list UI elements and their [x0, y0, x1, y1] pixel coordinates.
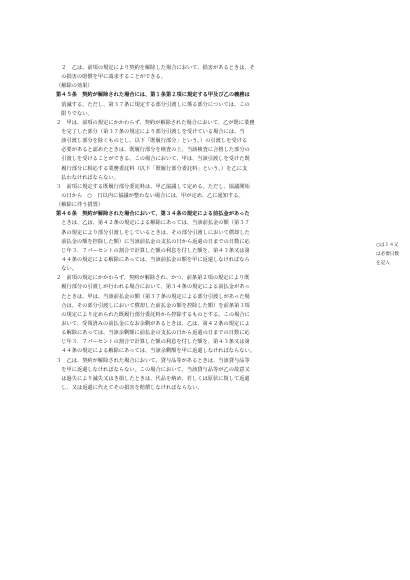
text-line: 前払金の額を控除した額）に当該前払金の支払の日から返還の日までの日数に応 — [56, 238, 250, 245]
text-line: 第４６条 契約が解除された場合において、第３４条の規定による前払金があった — [56, 211, 250, 218]
text-line: し、又は返還に代えてその損害を賠償しなければならない。 — [56, 384, 203, 391]
text-line: を完了した部分（第３７条の規定により部分引渡しを受けている場合には、当 — [56, 128, 245, 135]
margin-note-line: は必要日数 — [376, 252, 399, 258]
text-line: ない。 — [56, 266, 77, 273]
text-line: は過失により滅失又はき損したときは、代品を納め、若しくは原状に復して返還 — [56, 375, 250, 382]
text-line: おいて、受領済みの前払金になお余剰があるときは、乙は、第４２条の規定によ — [56, 320, 250, 327]
text-line: ４４条の規定による解除にあっては、当該前払金の額を甲に返還しなければなら — [56, 256, 250, 263]
text-line: る解除にあっては、当該余剰額に前払金の支払の日から返還の日までの日数に応 — [56, 330, 250, 337]
text-line: 引渡しを受けることができる。この場合において、甲は、当該引渡しを受けた既 — [56, 156, 250, 163]
text-line: 第４５条 契約が解除された場合には、第１条第２項に規定する甲及び乙の義務は — [56, 92, 250, 99]
margin-note-line: ○は１４又 — [376, 243, 399, 248]
text-line: 合は、その部分引渡しにおいて償却した前払金の額を控除した額）を前条第３項 — [56, 302, 250, 309]
text-line: （解除に伴う措置） — [56, 202, 104, 209]
text-line: じ年３．７パーセントの割合で計算した額の利息を付した額を、第４３条又は第 — [56, 339, 250, 346]
text-line: ３ 前項に規定する既履行部分委託料は、甲乙協議して定める。ただし、協議開始 — [56, 183, 250, 190]
margin-note-line: を記入 — [376, 261, 390, 267]
text-line: ２ 甲は、前項の規定にかかわらず、契約が解除された場合において、乙が既に業務 — [56, 119, 255, 126]
text-line: 条の規定により部分引渡しをしているときは、その部分引渡しにおいて償却した — [56, 229, 250, 236]
contract-text — [56, 64, 348, 393]
text-line: 払わなければならない。 — [56, 174, 119, 181]
text-line: （解除の効果） — [56, 83, 93, 90]
text-line: ３ 乙は、契約が解除された場合において、貸与品等があるときは、当該貸与品等 — [56, 357, 250, 364]
text-line: の日から ○ 日以内に協議が整わない場合には、甲が定め、乙に通知する。 — [56, 192, 244, 199]
text-line: 履行部分に相応する業務委託料（以下「既履行部分委託料」という。）を乙に支 — [56, 165, 248, 172]
text-line: の規定により定められた既履行部分委託料から控除するものとする。この場合に — [56, 311, 250, 318]
text-line: たときは、甲は、当該前払金の額（第３７条の規定による部分引渡しがあった場 — [56, 293, 250, 300]
text-line: ２ 前項の規定にかかわらず、契約が解除され、かつ、前条第２項の規定により既 — [56, 275, 250, 282]
margin-note — [376, 241, 406, 269]
text-line: ときは、乙は、第４２条の規定による解除にあっては、当該前払金の額（第３７ — [56, 220, 250, 227]
text-line: ４４条の規定による解除にあっては、当該余剰額を甲に返還しなければならない。 — [56, 348, 255, 355]
text-line: の損害の賠償を甲に請求することができる。 — [56, 74, 166, 81]
text-line: 履行部分の引渡しが行われる場合において、第３４条の規定による前払金があっ — [56, 284, 250, 291]
text-line: を甲に返還しなければならない。この場合において、当該貸与品等が乙の故意又 — [56, 366, 250, 373]
text-line: 消滅する。ただし、第３７条に規定する部分引渡しに係る部分については、この — [56, 101, 250, 108]
text-line: 必要があると認めたときは、既履行部分を検査の上、当該検査に合格した部分の — [56, 147, 250, 154]
text-line: ２ 乙は、前項の規定により契約を解除した場合において、損害があるときは、そ — [56, 65, 255, 71]
text-line: じ年３．７パーセントの割合で計算した額の利息を付した額を、第４３条又は第 — [56, 247, 250, 254]
text-line: 該引渡し部分を除くものとし、以下「既履行部分」という。）の引渡しを受ける — [56, 138, 248, 145]
text-line: 限りでない。 — [56, 110, 93, 117]
